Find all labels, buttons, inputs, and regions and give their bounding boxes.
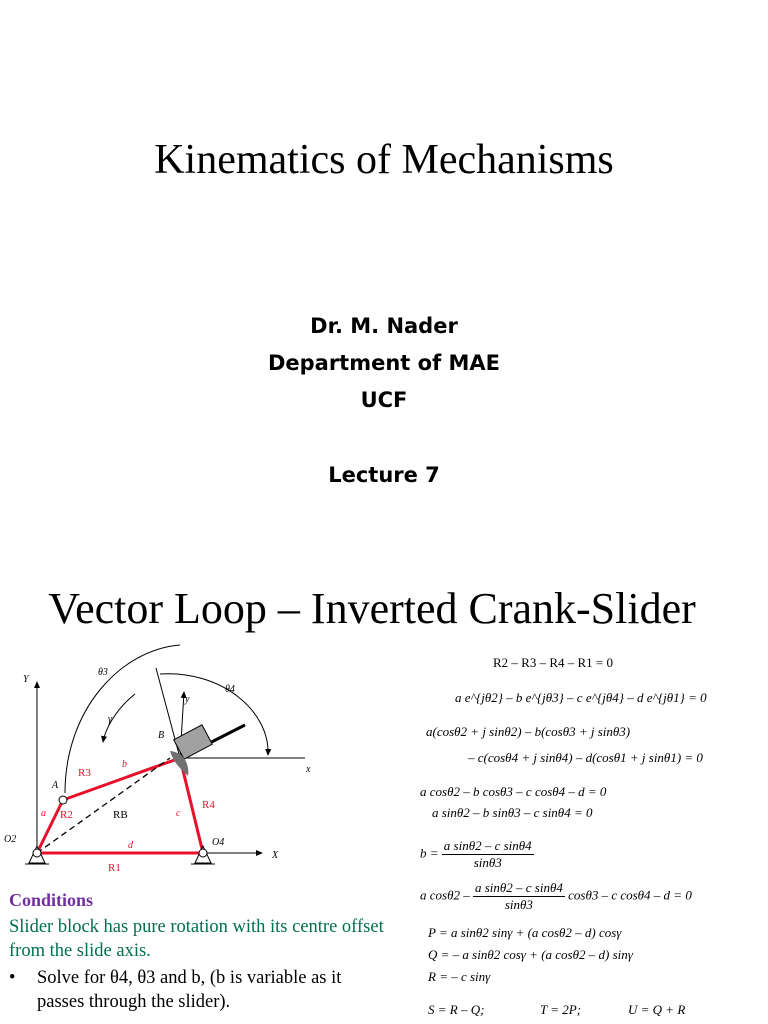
- author-name: Dr. M. Nader: [310, 314, 458, 338]
- ground-pivot-o4: [191, 846, 215, 864]
- gamma-label: γ: [108, 714, 112, 725]
- r2-label: R2: [60, 809, 73, 821]
- equation-substituted-fraction: [473, 880, 565, 913]
- bullet-text: Solve for θ4, θ3 and b, (b is variable as it passes through the slider).: [37, 968, 342, 1012]
- local-y-label: y: [185, 694, 190, 705]
- slider-block: [174, 725, 213, 759]
- equation-loop-vector: R2 – R3 – R4 – R1 = 0: [493, 655, 614, 670]
- x-axis-label: X: [272, 850, 279, 861]
- equation-substituted-rhs: cosθ3 – c cosθ4 – d = 0: [568, 887, 692, 903]
- origin-4-label: O4: [212, 837, 225, 848]
- lecture-number: Lecture 7: [328, 463, 440, 487]
- r1-label: R1: [108, 862, 121, 874]
- point-a-label: A: [52, 780, 59, 791]
- equation-imaginary-part: a sinθ2 – b sinθ3 – c sinθ4 = 0: [432, 805, 593, 820]
- equation-b-fraction: [442, 838, 534, 871]
- theta4-label: θ4: [225, 684, 235, 695]
- equation-substituted: [420, 880, 692, 913]
- equation-substituted-denominator: sinθ3: [504, 897, 533, 912]
- equation-complex-expanded-1: a(cosθ2 + j sinθ2) – b(cosθ3 + j sinθ3): [426, 724, 631, 739]
- conditions-heading: Conditions: [9, 890, 94, 910]
- rb-vector: [37, 758, 170, 853]
- equation-b-solution: [420, 838, 534, 871]
- link-b-label: b: [122, 759, 127, 770]
- local-x-label: x: [306, 764, 311, 775]
- y-axis-label: Y: [23, 674, 29, 685]
- equation-complex-expanded-2: – c(cosθ4 + j sinθ4) – d(cosθ1 + j sinθ1) = 0: [468, 750, 703, 765]
- r3-label: R3: [78, 767, 91, 779]
- university-name: UCF: [360, 388, 408, 412]
- r4-label: R4: [202, 799, 215, 811]
- slide-title: Kinematics of Mechanisms: [154, 137, 614, 183]
- ground-pivot-o2: [25, 846, 49, 864]
- equation-real-part: a cosθ2 – b cosθ3 – c cosθ4 – d = 0: [420, 784, 607, 799]
- department-name: Department of MAE: [267, 351, 501, 375]
- theta3-label: θ3: [98, 667, 108, 678]
- equation-b-numerator: a sinθ2 – c sinθ4: [443, 838, 532, 853]
- equation-r: R = – c sinγ: [428, 969, 491, 984]
- equation-s: S = R – Q;: [428, 1002, 485, 1017]
- rb-label: RB: [113, 809, 128, 821]
- equation-q: Q = – a sinθ2 cosγ + (a cosθ2 – d) sinγ: [428, 947, 633, 962]
- inverted-crank-slider-diagram: [0, 630, 395, 885]
- condition-text: Slider block has pure rotation with its centre offset from the slide axis.: [9, 917, 384, 961]
- slide-title: Vector Loop – Inverted Crank-Slider: [48, 584, 696, 633]
- point-b-label: B: [158, 730, 165, 741]
- origin-2-label: O2: [4, 834, 17, 845]
- link-c-label: c: [176, 808, 181, 819]
- equation-substituted-lhs: a cosθ2 –: [420, 887, 470, 903]
- equation-complex-exponential: a e^{jθ2} – b e^{jθ3} – c e^{jθ4} – d e^{jθ1} = 0: [455, 690, 707, 705]
- equation-p: P = a sinθ2 sinγ + (a cosθ2 – d) cosγ: [428, 925, 622, 940]
- equation-substituted-numerator: a sinθ2 – c sinθ4: [474, 880, 563, 895]
- equation-b-denominator: sinθ3: [473, 855, 502, 870]
- equation-u: U = Q + R: [628, 1002, 686, 1017]
- link-a-label: a: [41, 808, 46, 819]
- equation-b-lhs: b =: [420, 845, 439, 861]
- link-c: [180, 758, 203, 853]
- equation-t: T = 2P;: [540, 1002, 582, 1017]
- bullet-marker: •: [9, 968, 16, 988]
- pin-a: [59, 796, 67, 804]
- link-d-label: d: [128, 840, 133, 851]
